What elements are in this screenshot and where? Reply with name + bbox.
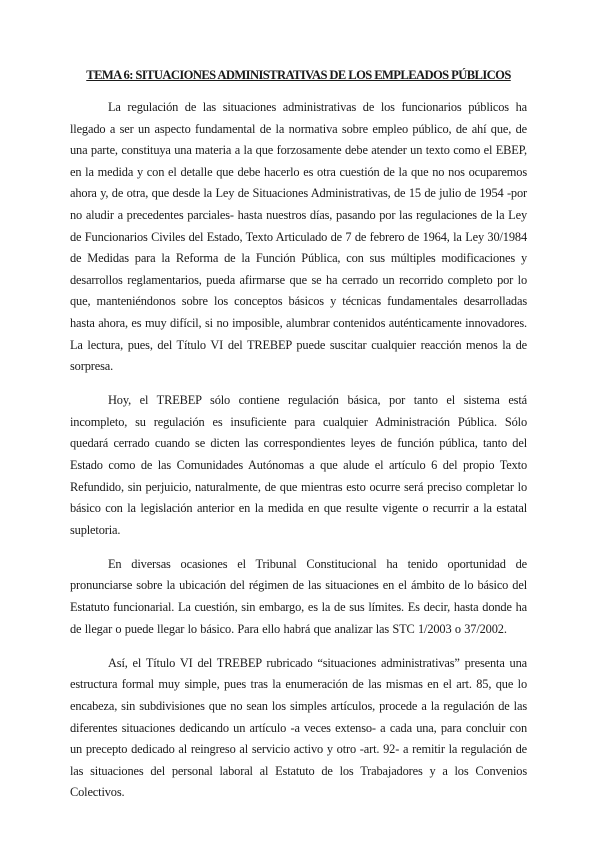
document-title: TEMA 6: SITUACIONES ADMINISTRATIVAS DE LOS EMPLEADOS PÚBLICOS <box>86 68 511 82</box>
paragraph-4: Así, el Título VI del TREBEP rubricado “situaciones administrativas” presenta una estructura formal muy simple, pues tras la enumeración de las mismas en el art. 85, que lo encabeza, sin subdivisiones que no sean los simples artículos, procede a la regulación de las diferentes situaciones dedicando un artículo -a veces extenso- a cada una, para concluir con un precepto dedicado al reingreso al servicio activo y otro -art. 92- a remitir la regulación de las situaciones del personal laboral al Estatuto de los Trabajadores y a los Convenios Colectivos. <box>70 655 527 800</box>
paragraph-1: La regulación de las situaciones administrativas de los funcionarios públicos ha llegado a ser un aspecto fundamental de la normativa sobre empleo público, de ahí que, de una parte, constituya una materia a la que forzosamente debe atender un texto como el EBEP, en la medida y con el detalle que debe hacerlo es otra cuestión de la que no nos ocuparemos ahora y, de otra, que desde la Ley de Situaciones Administrativas, de 15 de julio de 1954 -por no aludir a precedentes parciales- hasta nuestros días, pasando por las regulaciones de la Ley de Funcionarios Civiles del Estado, Texto Articulado de 7 de febrero de 1964, la Ley 30/1984 de Medidas para la Reforma de la Función Pública, con sus múltiples modificaciones y desarrollos reglamentarios, pueda afirmarse que se ha cerrado un recorrido completo por lo que, manteniéndonos sobre los conceptos básicos y técnicas fundamentales desarrolladas hasta ahora, es muy difícil, si no imposible, alumbrar contenidos auténticamente innovadores. La lectura, pues, del Título VI del TREBEP puede suscitar cualquier reacción menos la de sorpresa. <box>70 100 527 374</box>
paragraph-2: Hoy, el TREBEP sólo contiene regulación básica, por tanto el sistema está incompleto, su regulación es insuficiente para cualquier Administración Pública. Sólo quedará cerrado cuando se dicten las correspondientes leyes de función pública, tanto del Estado como de las Comunidades Autónomas a que alude el artículo 6 del propio Texto Refundido, sin perjuicio, naturalmente, de que mientras esto ocurre será preciso completar lo básico con la legislación anterior en la medida en que resulte vigente o recurrir a la estatal supletoria. <box>70 393 527 537</box>
document-page <box>70 68 527 816</box>
paragraph-3: En diversas ocasiones el Tribunal Constitucional ha tenido oportunidad de pronunciarse sobre la ubicación del régimen de las situaciones en el ámbito de lo básico del Estatuto funcionarial. La cuestión, sin embargo, es la de sus límites. Es decir, hasta donde ha de llegar o puede llegar lo básico. Para ello habrá que analizar las STC 1/2003 o 37/2002. <box>70 556 527 636</box>
